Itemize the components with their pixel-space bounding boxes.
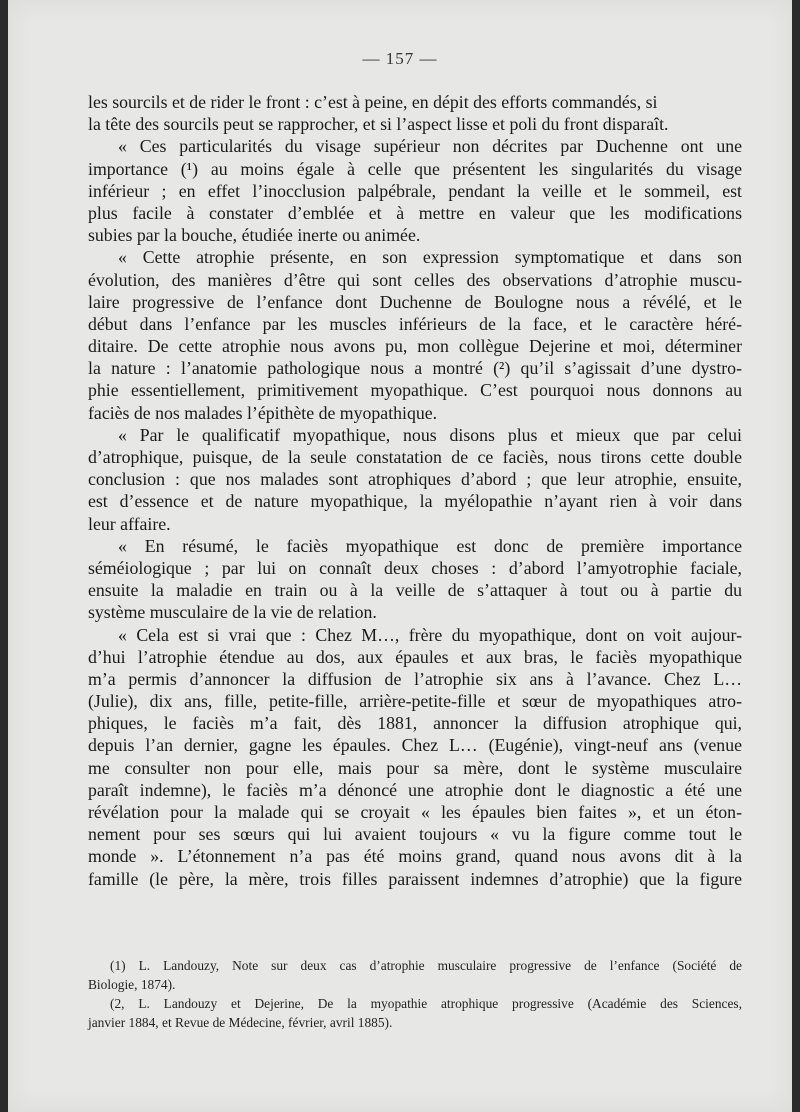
text-line: (Julie), dix ans, fille, petite-fille, arrière-petite-fille et sœur de myopathiques atro- <box>88 691 742 712</box>
text-line: début dans l’enfance par les muscles inférieurs de la face, et le caractère héré- <box>88 313 742 334</box>
text-line: phie essentiellement, primitivement myopathique. C’est pourquoi nous donnons au <box>88 380 742 401</box>
text-line: monde ». L’étonnement n’a pas été moins grand, quand nous avons dit à la <box>88 846 742 867</box>
text-line: plus facile à constater d’emblée et à mettre en valeur que les modifications <box>88 202 742 223</box>
text-line: les sourcils et de rider le front : c’est à peine, en dépit des efforts commandés, si <box>88 92 658 112</box>
footnote-line: Biologie, 1874). <box>88 977 176 992</box>
text-line: subies par la bouche, étudiée inerte ou animée. <box>88 225 421 246</box>
text-line: laire progressive de l’enfance dont Duchenne de Boulogne nous a révélé, et le <box>88 291 742 312</box>
text-line: importance (¹) au moins égale à celle que présentent les singularités du visage <box>88 158 742 179</box>
text-line: conclusion : que nos malades sont atrophiques d’abord ; que leur atrophie, ensuite, <box>88 469 742 490</box>
text-line: leur affaire. <box>88 513 171 534</box>
text-line: évolution, des manières d’être qui sont celles des observations d’atrophie muscu- <box>88 269 742 290</box>
text-line: la tête des sourcils peut se rapprocher, et si l’aspect lisse et poli du front disparaît. <box>88 114 669 135</box>
text-line: m’a permis d’annoncer la diffusion de l’atrophie six ans à l’avance. Chez L… <box>88 668 742 689</box>
text-line: famille (le père, la mère, trois filles paraissent indemnes d’atrophie) que la figure <box>88 868 742 889</box>
footnote-line: (1) L. Landouzy, Note sur deux cas d’atrophie musculaire progressive de l’enfance (Société de <box>110 958 742 973</box>
text-line: inférieur ; en effet l’inocclusion palpébrale, pendant la veille et le sommeil, est <box>88 180 742 201</box>
text-line: depuis l’an dernier, gagne les épaules. Chez L… (Eugénie), vingt-neuf ans (venue <box>88 735 742 756</box>
text-line: ditaire. De cette atrophie nous avons pu, mon collègue Dejerine et moi, déterminer <box>88 336 742 357</box>
text-line: d’hui l’atrophie étendue au dos, aux épaules et aux bras, le faciès myopathique <box>88 646 742 667</box>
text-line: nement pour ses sœurs qui lui avaient toujours « vu la figure comme tout le <box>88 824 742 845</box>
footnote-line: (2, L. Landouzy et Dejerine, De la myopathie atrophique progressive (Académie des Sciences, <box>110 996 742 1011</box>
text-line: « Cette atrophie présente, en son expression symptomatique et dans son <box>118 247 742 268</box>
text-line: me consulter non pour elle, mais pour sa mère, dont le système musculaire <box>88 757 742 778</box>
footnotes <box>88 956 742 1032</box>
text-line: est d’essence et de nature myopathique, la myélopathie n’ayant rien à voir dans <box>88 491 742 512</box>
text-line: paraît indemne), le faciès m’a dénoncé une atrophie dont le diagnostic a été une <box>88 779 742 800</box>
text-line: ensuite la maladie en train ou à la veille de s’attaquer à tout ou à partie du <box>88 580 742 601</box>
text-line: « Cela est si vrai que : Chez M…, frère du myopathique, dont on voit aujour- <box>118 624 742 645</box>
text-line: révélation pour la malade qui se croyait « les épaules bien faites », et un éton- <box>88 802 742 822</box>
text-line: « Ces particularités du visage supérieur non décrites par Duchenne ont une <box>118 136 742 157</box>
body-text <box>88 91 742 890</box>
text-line: d’atrophique, puisque, de la seule constatation de ce faciès, nous tirons cette double <box>88 447 742 467</box>
text-line: la nature : l’anatomie pathologique nous a montré (²) qu’il s’agissait d’une dystro- <box>88 358 742 379</box>
page-number: — 157 — <box>362 49 438 68</box>
text-line: phiques, le faciès m’a fait, dès 1881, annoncer la diffusion atrophique qui, <box>88 713 742 734</box>
text-line: faciès de nos malades l’épithète de myopathique. <box>88 402 438 423</box>
text-line: « En résumé, le faciès myopathique est donc de première importance <box>118 535 742 556</box>
text-line: « Par le qualificatif myopathique, nous disons plus et mieux que par celui <box>118 424 742 445</box>
footnote-line: janvier 1884, et Revue de Médecine, février, avril 1885). <box>88 1015 393 1030</box>
book-page <box>8 0 792 1112</box>
text-line: système musculaire de la vie de relation. <box>88 602 377 623</box>
text-line: séméiologique ; par lui on connaît deux choses : d’abord l’amyotrophie faciale, <box>88 557 742 578</box>
